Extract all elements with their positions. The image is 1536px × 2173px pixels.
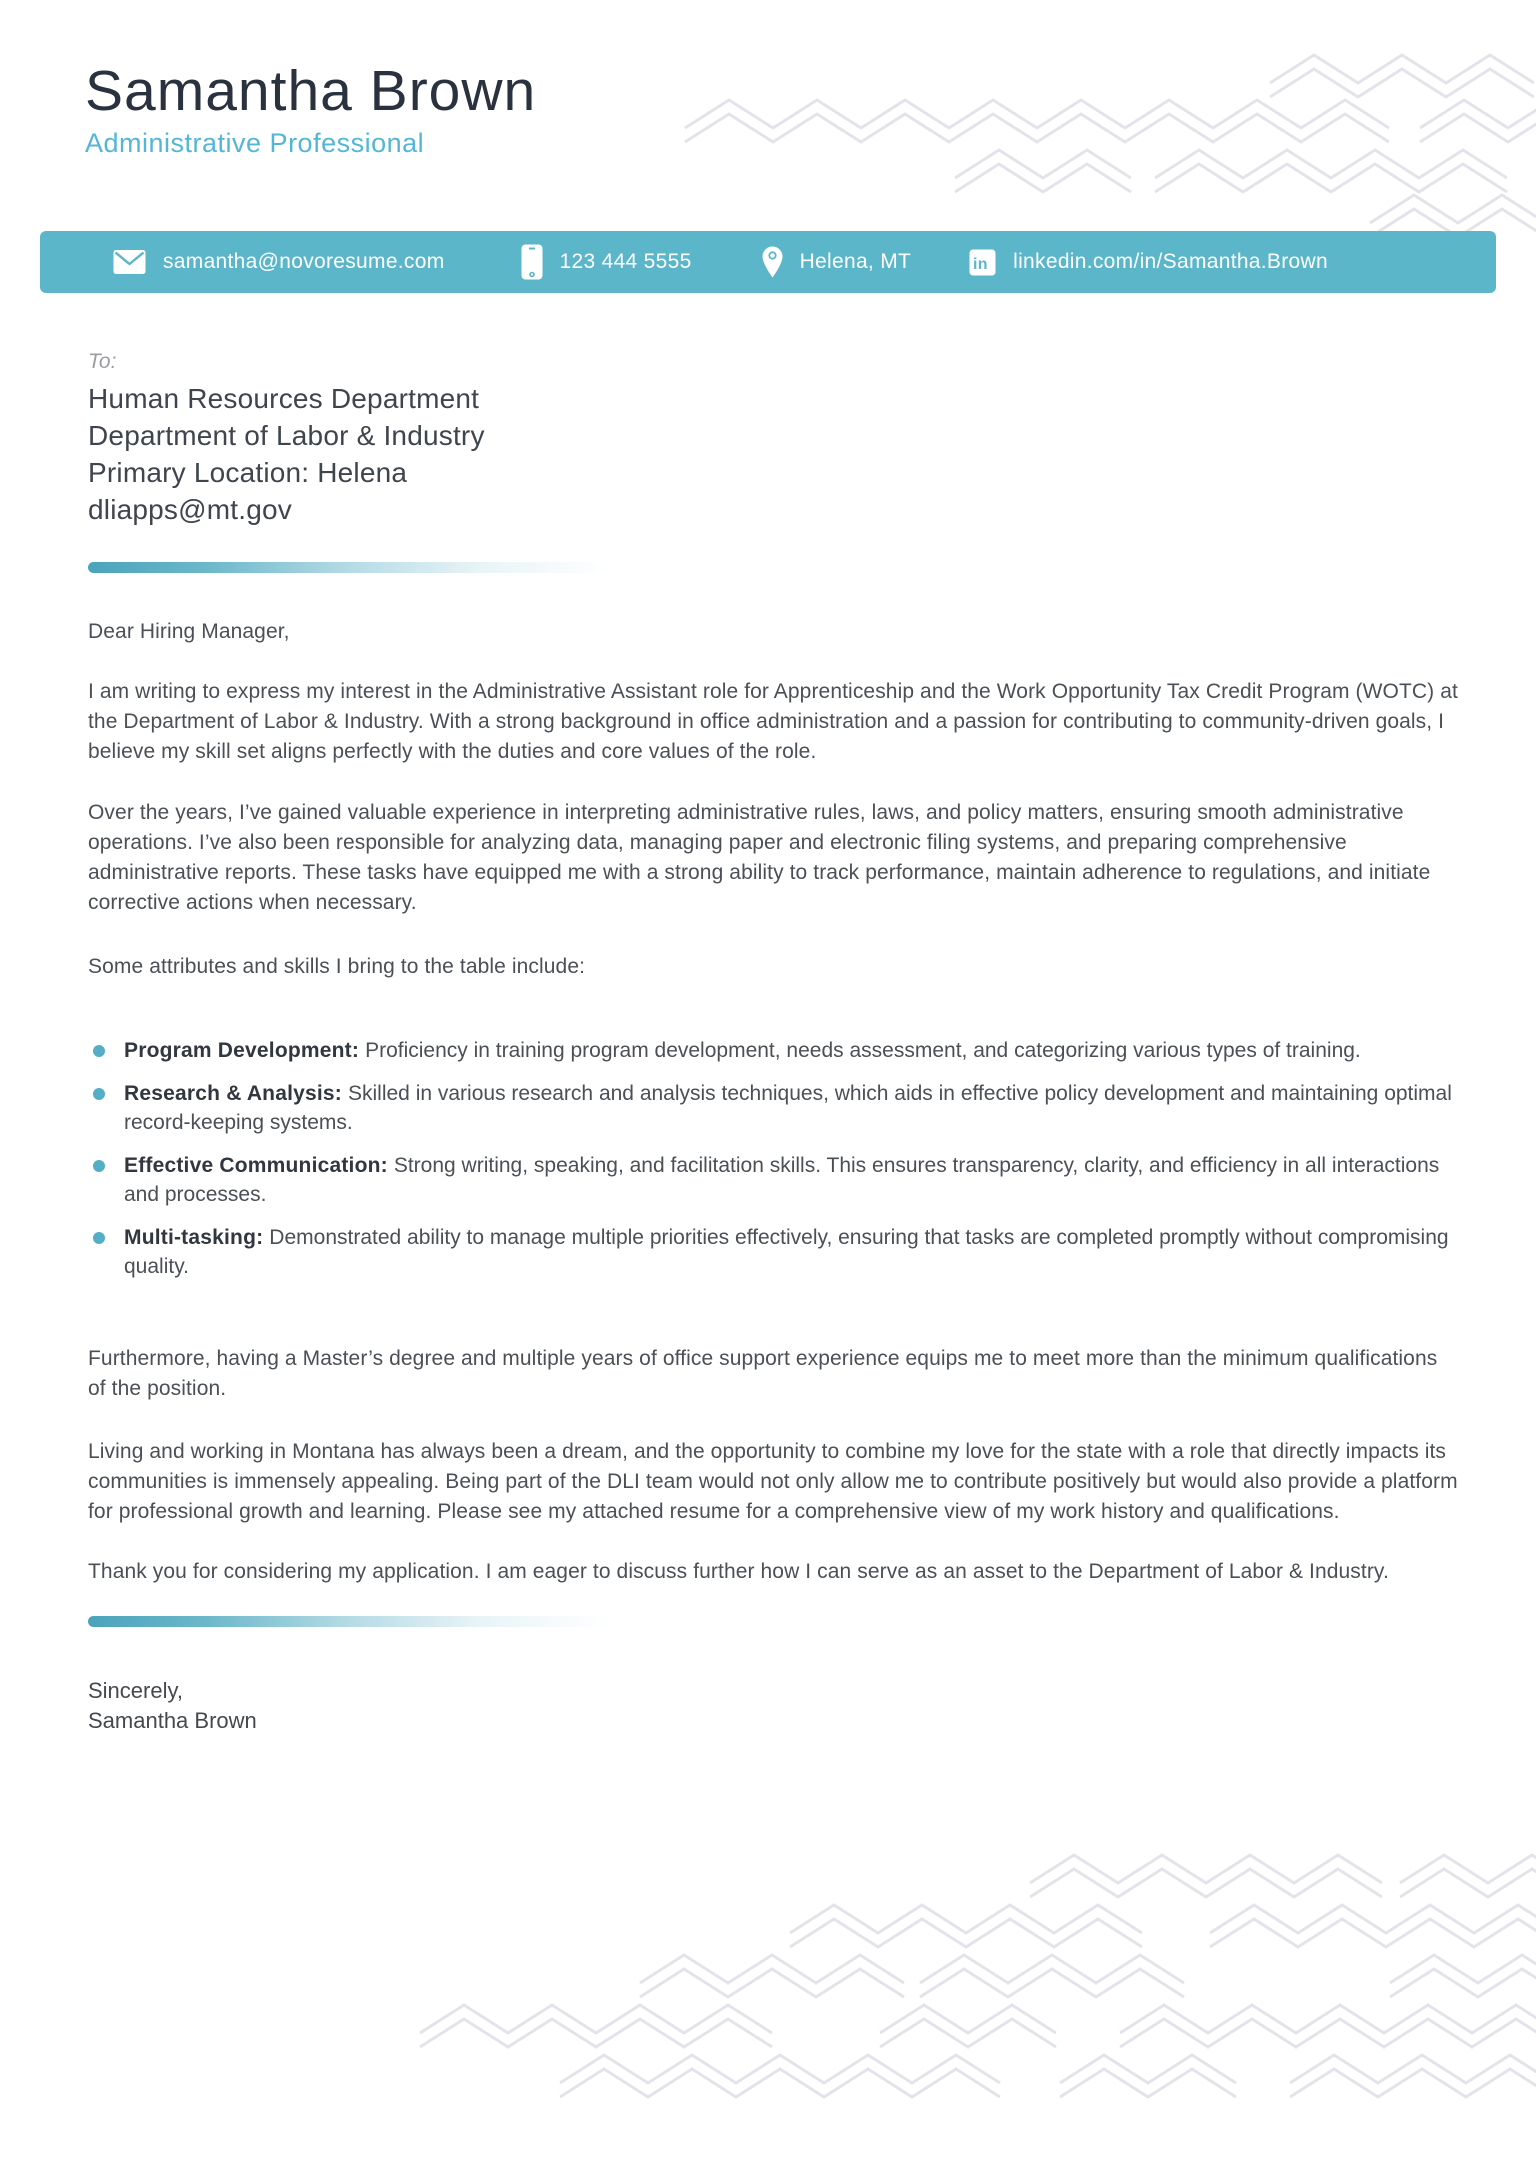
paragraph-montana: Living and working in Montana has always been a dream, and the opportunity to combine my love for the state with a role that directly impacts its communities is immensely appealing. Being part of the DLI team would not only allow me to contribute positively but would also provide a platform for professional growth and learning. Please see my attached resume for a comprehensive view of my work history and qualifications.	[88, 1440, 1458, 1523]
skills-bullet-list	[88, 1036, 1460, 1281]
svg-text:in: in	[973, 255, 988, 273]
recipient-line: dliapps@mt.gov	[88, 494, 292, 525]
recipient-line: Human Resources Department	[88, 383, 480, 414]
paragraph-thank-you: Thank you for considering my application. I am eager to discuss further how I can serve as an asset to the Department of Labor & Industry.	[88, 1560, 1389, 1583]
bullet-text: Demonstrated ability to manage multiple priorities effectively, ensuring that tasks are completed promptly without compromising quality.	[124, 1226, 1449, 1278]
signature-name: Samantha Brown	[88, 1708, 257, 1733]
bullet-title: Research & Analysis:	[124, 1082, 342, 1105]
contact-location	[762, 246, 912, 278]
signoff: Sincerely,	[88, 1678, 183, 1703]
section-divider-bottom	[88, 1616, 633, 1627]
bullet-item-effective-communication	[88, 1151, 1460, 1209]
recipient-lines	[88, 380, 1470, 528]
recipient-line: Department of Labor & Industry	[88, 420, 485, 451]
paragraph-qualifications: Furthermore, having a Master’s degree and multiple years of office support experience equips me to meet more than the minimum qualifications of the position.	[88, 1347, 1438, 1400]
closing-block	[88, 1676, 1536, 1736]
location-pin-icon	[762, 246, 783, 278]
contact-email-text: samantha@novoresume.com	[163, 250, 445, 273]
bullet-dot	[93, 1045, 105, 1057]
contact-location-text: Helena, MT	[799, 250, 912, 273]
bullet-title: Program Development:	[124, 1039, 360, 1062]
recipient-line: Primary Location: Helena	[88, 457, 408, 488]
bullet-text: Strong writing, speaking, and facilitation skills. This ensures transparency, clarity, and efficiency in all interactions and processes.	[124, 1154, 1440, 1206]
envelope-icon	[113, 249, 146, 275]
linkedin-icon	[969, 249, 996, 276]
bullet-title: Multi-tasking:	[124, 1226, 264, 1249]
contact-linkedin	[969, 249, 1328, 276]
greeting: Dear Hiring Manager,	[88, 620, 290, 643]
bullet-item-research-analysis	[88, 1079, 1460, 1137]
letter-body	[88, 617, 1460, 1587]
bullet-item-program-development	[88, 1036, 1460, 1065]
contact-linkedin-text: linkedin.com/in/Samantha.Brown	[1013, 250, 1328, 273]
bullet-dot	[93, 1088, 105, 1100]
bullet-text: Proficiency in training program development, needs assessment, and categorizing various types of training.	[365, 1039, 1361, 1062]
bullet-text: Skilled in various research and analysis techniques, which aids in effective policy development and maintaining optimal record-keeping systems.	[124, 1082, 1452, 1134]
contact-email	[113, 249, 445, 275]
paragraph-bullets-intro: Some attributes and skills I bring to the table include:	[88, 955, 586, 978]
paragraph-introduction: I am writing to express my interest in the Administrative Assistant role for Apprenticeship and the Work Opportunity Tax Credit Program (WOTC) at the Department of Labor & Industry. With a strong background in office administration and a passion for contributing to community-driven goals, I believe my skill set aligns perfectly with the duties and core values of the role.	[88, 680, 1458, 763]
header	[85, 58, 1536, 158]
paragraph-experience: Over the years, I’ve gained valuable experience in interpreting administrative rules, laws, and policy matters, ensuring smooth administrative operations. I’ve also been responsible for analyzing data, managing paper and electronic filing systems, and preparing comprehensive administrative reports. These tasks have equipped me with a strong ability to track performance, maintain adherence to regulations, and initiate corrective actions when necessary.	[88, 801, 1431, 914]
bullet-dot	[93, 1232, 105, 1244]
section-divider-top	[88, 562, 633, 573]
to-label: To:	[88, 350, 117, 373]
zigzag-decoration-bottom	[385, 1845, 1536, 2130]
contact-phone	[521, 244, 692, 280]
contact-phone-text: 123 444 5555	[559, 250, 692, 273]
bullet-item-multi-tasking	[88, 1223, 1460, 1281]
bullet-title: Effective Communication:	[124, 1154, 388, 1177]
phone-icon	[521, 244, 543, 280]
person-name: Samantha Brown	[85, 59, 537, 123]
contact-bar	[40, 231, 1496, 293]
bullet-dot	[93, 1160, 105, 1172]
recipient-block	[88, 349, 1470, 528]
person-job-title: Administrative Professional	[85, 128, 425, 158]
